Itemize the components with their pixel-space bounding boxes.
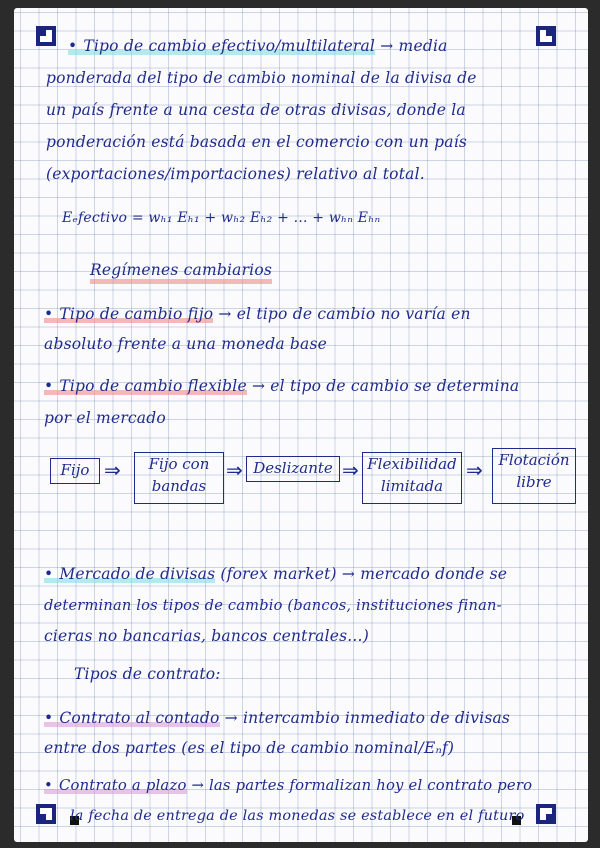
contract-types-title: Tipos de contrato: [74, 665, 221, 683]
regime-box-fijo: Fijo [50, 458, 100, 484]
regime-box-flexibilidad-limitada-line-1: Flexibilidad [367, 455, 457, 473]
effective-rate-arrow-text: → media [380, 37, 448, 55]
arrow-icon: ⇒ [342, 458, 359, 482]
effective-rate-line-4: ponderación está basada en el comercio con un país [46, 133, 468, 151]
corner-marker-top-right-icon [536, 26, 556, 46]
effective-rate-line-3: un país frente a una cesta de otras divisas, donde la [46, 101, 466, 119]
regime-box-flotacion-libre-line-2: libre [516, 473, 552, 491]
forward-contract-term: • Contrato a plazo [44, 777, 187, 794]
fixed-rate-definition: → el tipo de cambio no varía en [218, 305, 471, 323]
spot-contract-definition: → intercambio inmediato de divisas [224, 709, 511, 727]
corner-marker-top-left-icon [36, 26, 56, 46]
forex-market-term: • Mercado de divisas [44, 565, 215, 583]
fixed-rate-line-2: absoluto frente a una moneda base [44, 335, 327, 353]
flexible-rate-term: • Tipo de cambio flexible [44, 377, 247, 395]
regime-box-flotacion-libre [492, 448, 576, 504]
spot-contract-line-2: entre dos partes (es el tipo de cambio nominal/Eₙf) [44, 739, 455, 757]
forex-market-line-2: determinan los tipos de cambio (bancos, instituciones finan- [44, 597, 502, 614]
fixed-rate-term: • Tipo de cambio fijo [44, 305, 213, 323]
regime-box-flexibilidad-limitada [362, 452, 462, 504]
fixed-rate-line-1 [44, 300, 471, 328]
forward-contract-line-1 [44, 772, 532, 800]
corner-marker-bottom-right-icon [536, 804, 556, 824]
regime-box-fijo-con-bandas-line-2: bandas [151, 477, 207, 495]
spot-contract-line-1 [44, 704, 510, 732]
forex-market-line-3: cieras no bancarias, bancos centrales...) [44, 627, 369, 645]
regime-box-fijo-con-bandas-line-1: Fijo con [148, 455, 210, 473]
arrow-icon: ⇒ [104, 458, 121, 482]
forward-contract-line-2: la fecha de entrega de las monedas se establece en el futuro [70, 808, 525, 824]
spot-contract-term: • Contrato al contado [44, 709, 220, 727]
flexible-rate-line-2: por el mercado [44, 409, 166, 427]
section-title-regimes: Regímenes cambiarios [90, 256, 272, 284]
effective-rate-formula: Eₑfectivo = wₕ₁ Eₕ₁ + wₕ₂ Eₕ₂ + ... + wₕₙ Eₕₙ [62, 210, 381, 226]
effective-rate-term: • Tipo de cambio efectivo/multilateral [68, 37, 375, 55]
flexible-rate-definition: → el tipo de cambio se determina [251, 377, 520, 395]
regime-box-flotacion-libre-line-1: Flotación [498, 451, 570, 469]
corner-marker-bottom-left-icon [36, 804, 56, 824]
regime-box-fijo-con-bandas [134, 452, 224, 504]
effective-rate-line-2: ponderada del tipo de cambio nominal de la divisa de [46, 69, 477, 87]
effective-rate-line-1 [68, 32, 448, 60]
forex-market-line-1 [44, 560, 507, 588]
forward-contract-definition: → las partes formalizan hoy el contrato pero [191, 777, 533, 794]
arrow-icon: ⇒ [466, 458, 483, 482]
regime-box-flexibilidad-limitada-line-2: limitada [380, 477, 444, 495]
flexible-rate-line-1 [44, 372, 519, 400]
arrow-icon: ⇒ [226, 458, 243, 482]
forex-market-definition: (forex market) → mercado donde se [220, 565, 508, 583]
effective-rate-line-5: (exportaciones/importaciones) relativo al total. [46, 165, 425, 183]
regime-box-deslizante: Deslizante [246, 456, 340, 482]
notebook-page [14, 8, 588, 842]
